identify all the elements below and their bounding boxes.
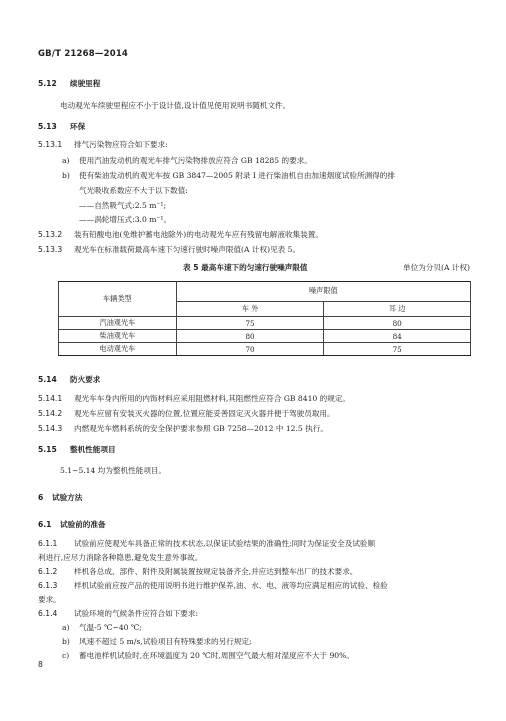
- clause-number: 6.1.1: [38, 539, 58, 548]
- list-marker: c): [62, 651, 70, 660]
- clause-text: 排气污染物应符合如下要求:: [74, 140, 168, 149]
- cell-type: 汽油观光车: [59, 317, 177, 330]
- header-vehicle-type: 车辆类型: [59, 282, 177, 317]
- list-marker: b): [62, 171, 70, 180]
- section-number: 5.12: [38, 79, 57, 88]
- list-marker: a): [62, 156, 70, 165]
- section-6-1-heading: [38, 520, 106, 530]
- clause-number: 5.13.1: [38, 140, 63, 149]
- clause-number: 6.1.3: [38, 581, 58, 590]
- chapter-6-heading: [38, 493, 82, 503]
- section-number: 5.15: [38, 445, 57, 454]
- clause-number: 5.13.3: [38, 245, 63, 254]
- cell-ear-side: 75: [324, 343, 471, 356]
- clause-6-1-1-continued: 利进行,应尽力消除各种隐患,避免发生意外事故。: [38, 553, 203, 562]
- clause-6-1-1: [38, 539, 375, 549]
- section-5-13-heading: [38, 122, 85, 132]
- clause-6-1-3: [38, 581, 388, 591]
- standard-header: GB/T 21268—2014: [38, 49, 129, 59]
- clause-number: 5.13.2: [38, 230, 63, 239]
- clause-5-13-1: [38, 140, 168, 150]
- cell-type: 电动观光车: [59, 343, 177, 356]
- table-row: [59, 317, 471, 330]
- dash-item-turbo: ——涡轮增压式:3.0 m⁻¹。: [79, 215, 172, 224]
- header-ear-side: 耳 边: [324, 301, 471, 316]
- section-number: 6.1: [38, 520, 52, 529]
- clause-5-14-3: [38, 424, 328, 434]
- list-marker: a): [62, 623, 70, 632]
- clause-text: 试验环境的气候条件应符合如下要求:: [74, 609, 199, 618]
- list-text: 气温-5 ℃~40 ℃;: [79, 623, 142, 632]
- list-text: 蓄电池样机试验时,在环境温度为 20 ℃时,周围空气最大相对湿度应不大于 90%。: [79, 651, 354, 660]
- clause-text: 观光车车身内所用的内饰材料应采用阻燃材料,其阻燃性应符合 GB 8410 的规定。: [74, 394, 351, 403]
- table-unit: 单位为分贝(A 计权): [403, 263, 470, 272]
- table-header-row: [59, 282, 471, 302]
- clause-5-14-2: [38, 409, 335, 419]
- clause-number: 5.14.1: [38, 394, 63, 403]
- table-row: [59, 330, 471, 343]
- clause-text: 样机各总成、部件、附件及附属装置按规定装备齐全,并应达到整车出厂的技术要求。: [74, 567, 358, 576]
- header-noise-limit: 噪声限值: [176, 282, 470, 302]
- section-5-12-heading: [38, 79, 100, 89]
- clause-text: 观光车在标准载荷最高车速下匀速行驶时噪声限值(A 计权)见表 5。: [74, 245, 301, 254]
- list-text: 风速不超过 5 m/s,试验项目有特殊要求的另行规定;: [79, 637, 252, 646]
- list-item-b-continued: 气光吸收系数应不大于以下数值:: [79, 186, 188, 195]
- section-title: 环保: [70, 122, 86, 131]
- env-item-a: [62, 623, 142, 633]
- cell-outside: 70: [176, 343, 324, 356]
- section-5-14-heading: [38, 375, 100, 385]
- clause-text: 内燃观光车燃料系统的安全保护要求参照 GB 7258—2012 中 12.5 执行。: [74, 424, 328, 433]
- page-number: 8: [38, 660, 43, 669]
- header-outside: 车 外: [176, 301, 324, 316]
- chapter-number: 6: [38, 493, 44, 502]
- section-5-15-heading: [38, 445, 116, 455]
- clause-number: 5.14.2: [38, 409, 63, 418]
- section-number: 5.13: [38, 122, 57, 131]
- clause-text: 试验前应使观光车具备正常的技术状态,以保证试验结果的准确性;同时为保证安全及试验顺: [74, 539, 376, 548]
- list-item-a: [62, 156, 312, 166]
- cell-ear-side: 84: [324, 330, 471, 343]
- cell-ear-side: 80: [324, 317, 471, 330]
- clause-6-1-2: [38, 567, 357, 577]
- section-number: 5.14: [38, 375, 57, 384]
- clause-number: 5.14.3: [38, 424, 63, 433]
- clause-text: 样机试验前应按产品的使用说明书进行维护保养,油、水、电、液等均应满足相应的试验、检验: [74, 581, 388, 590]
- env-item-b: [62, 637, 252, 647]
- clause-number: 6.1.4: [38, 609, 58, 618]
- section-title: 试验前的准备: [60, 520, 106, 529]
- clause-text: 观光车应留有安装灭火器的位置,位置应能妥善固定灭火器并便于驾驶员取用。: [74, 409, 335, 418]
- dash-item-natural: ——自然吸气式:2.5 m⁻¹;: [79, 201, 167, 210]
- noise-limit-table: [58, 281, 471, 356]
- cell-outside: 80: [176, 330, 324, 343]
- clause-number: 6.1.2: [38, 567, 58, 576]
- clause-5-14-1: [38, 394, 350, 404]
- env-item-c: [62, 651, 354, 661]
- clause-6-1-3-continued: 要求。: [38, 595, 61, 604]
- cell-outside: 75: [176, 317, 324, 330]
- section-title: 续驶里程: [70, 79, 101, 88]
- list-marker: b): [62, 637, 70, 646]
- list-text: 使有柴油发动机的观光车按 GB 3847—2005 附录 I 进行柴油机自由加速烟度试验所测得的排: [79, 171, 395, 180]
- clause-text: 装有铅酸电池(免维护蓄电池除外)的电动观光车应有残留电解液收集装置。: [74, 230, 323, 239]
- clause-6-1-4: [38, 609, 198, 619]
- list-text: 使用汽油发动机的观光车排气污染物排放应符合 GB 18285 的要求。: [79, 156, 312, 165]
- chapter-title: 试验方法: [52, 493, 83, 502]
- table-row: [59, 343, 471, 356]
- clause-5-13-2: [38, 230, 323, 240]
- list-item-b: [62, 171, 395, 181]
- section-5-15-body: 5.1~5.14 均为整机性能项目。: [60, 466, 167, 475]
- section-title: 防火要求: [70, 375, 101, 384]
- cell-type: 柴油观光车: [59, 330, 177, 343]
- clause-5-13-3: [38, 245, 300, 255]
- section-5-12-body: 电动观光车续驶里程应不小于设计值,设计值见使用说明书随机文件。: [60, 101, 291, 110]
- section-title: 整机性能项目: [70, 445, 116, 454]
- table-caption: 表 5 最高车速下的匀速行驶噪声限值: [183, 263, 308, 272]
